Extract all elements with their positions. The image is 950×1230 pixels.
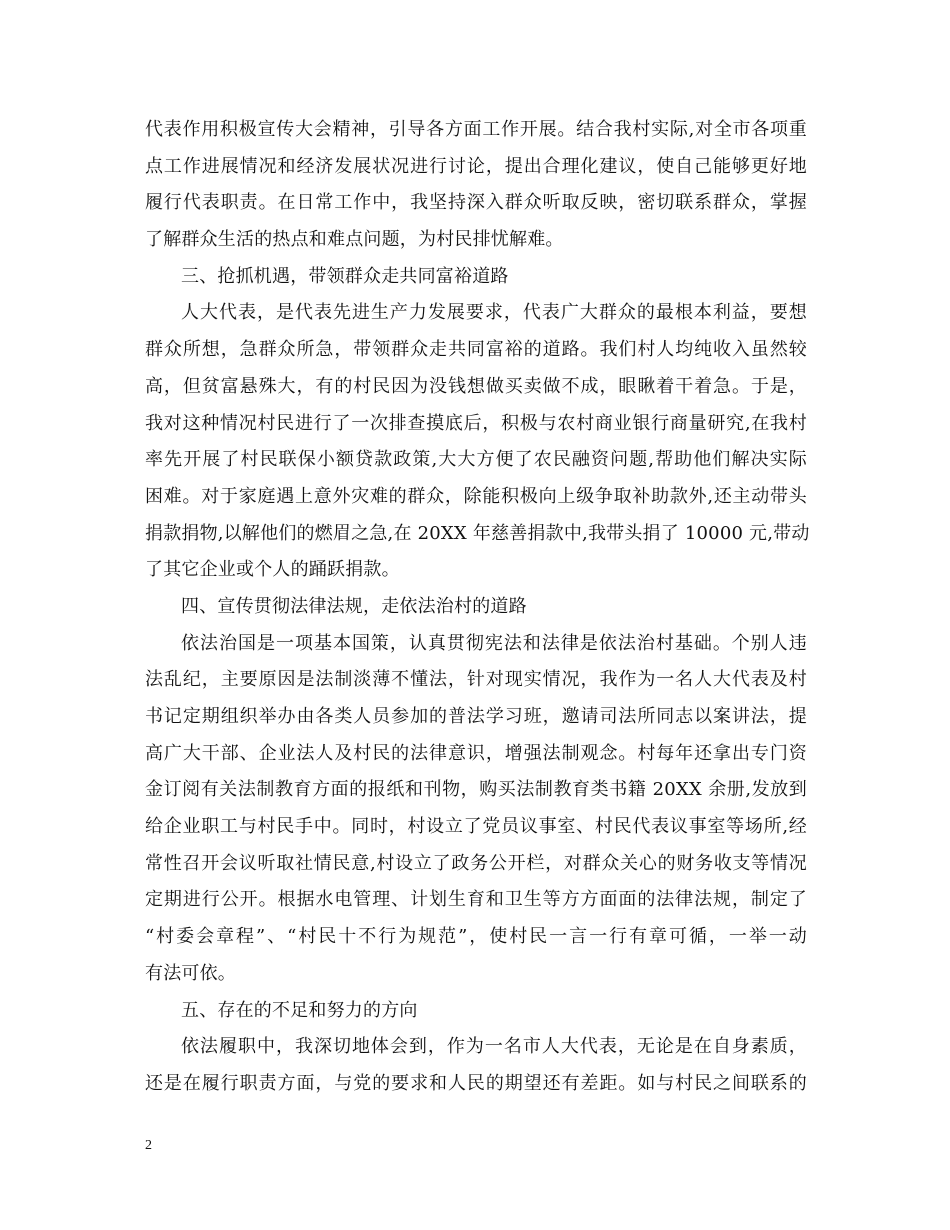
text-line: 依法治国是一项基本国策，认真贯彻宪法和法律是依法治村基础。个别人违	[181, 632, 807, 654]
text-line: 五、存在的不足和努力的方向	[181, 999, 418, 1021]
text-line: 困难。对于家庭遇上意外灾难的群众，除能积极向上级争取补助款外,还主动带头	[145, 485, 807, 507]
text-line: 四、宣传贯彻法律法规，走依法治村的道路	[181, 595, 527, 617]
text-line: 还是在履行职责方面，与党的要求和人民的期望还有差距。如与村民之间联系的	[145, 1072, 807, 1094]
text-line: 常性召开会议听取社情民意,村设立了政务公开栏，对群众关心的财务收支等情况	[145, 852, 807, 874]
text-line: 法乱纪，主要原因是法制淡薄不懂法，针对现实情况，我作为一名人大代表及村	[145, 669, 807, 691]
page-number: 2	[145, 1138, 152, 1153]
text-line: 高广大干部、企业法人及村民的法律意识，增强法制观念。村每年还拿出专门资	[145, 742, 807, 764]
text-line: 高，但贫富悬殊大，有的村民因为没钱想做买卖做不成，眼瞅着干着急。于是，	[145, 375, 807, 397]
text-line: 群众所想，急群众所急，带领群众走共同富裕的道路。我们村人均纯收入虽然较	[145, 339, 807, 361]
text-line: 代表作用积极宣传大会精神，引导各方面工作开展。结合我村实际,对全市各项重	[145, 119, 807, 140]
text-line: 三、抢抓机遇，带领群众走共同富裕道路	[181, 265, 509, 287]
text-line: 我对这种情况村民进行了一次排查摸底后，积极与农村商业银行商量研究,在我村	[145, 412, 807, 434]
text-line: 捐款捐物,以解他们的燃眉之急,在 20XX 年慈善捐款中,我带头捐了 10000 元,带动	[145, 522, 810, 544]
text-line: “村委会章程”、“村民十不行为规范”，使村民一言一行有章可循，一举一动	[145, 926, 807, 948]
text-line: 依法履职中，我深切地体会到，作为一名市人大代表，无论是在自身素质，	[181, 1036, 807, 1058]
text-line: 人大代表，是代表先进生产力发展要求，代表广大群众的最根本利益，要想	[181, 302, 807, 324]
text-line: 了解群众生活的热点和难点问题，为村民排忧解难。	[145, 229, 564, 251]
text-line: 率先开展了村民联保小额贷款政策,大大方便了农民融资问题,帮助他们解决实际	[145, 449, 807, 471]
document-body	[145, 112, 810, 1103]
text-line: 书记定期组织举办由各类人员参加的普法学习班，邀请司法所同志以案讲法，提	[145, 706, 807, 727]
text-line: 履行代表职责。在日常工作中，我坚持深入群众听取反映，密切联系群众，掌握	[145, 192, 807, 214]
text-line: 金订阅有关法制教育方面的报纸和刊物，购买法制教育类书籍 20XX 余册,发放到	[145, 779, 807, 801]
text-line: 了其它企业或个人的踊跃捐款。	[145, 559, 400, 581]
text-line: 给企业职工与村民手中。同时，村设立了党员议事室、村民代表议事室等场所,经	[145, 816, 807, 838]
text-line: 定期进行公开。根据水电管理、计划生育和卫生等方方面面的法律法规，制定了	[145, 889, 807, 911]
text-line: 点工作进展情况和经济发展状况进行讨论，提出合理化建议，使自己能够更好地	[145, 155, 807, 177]
text-line: 有法可依。	[145, 962, 236, 984]
